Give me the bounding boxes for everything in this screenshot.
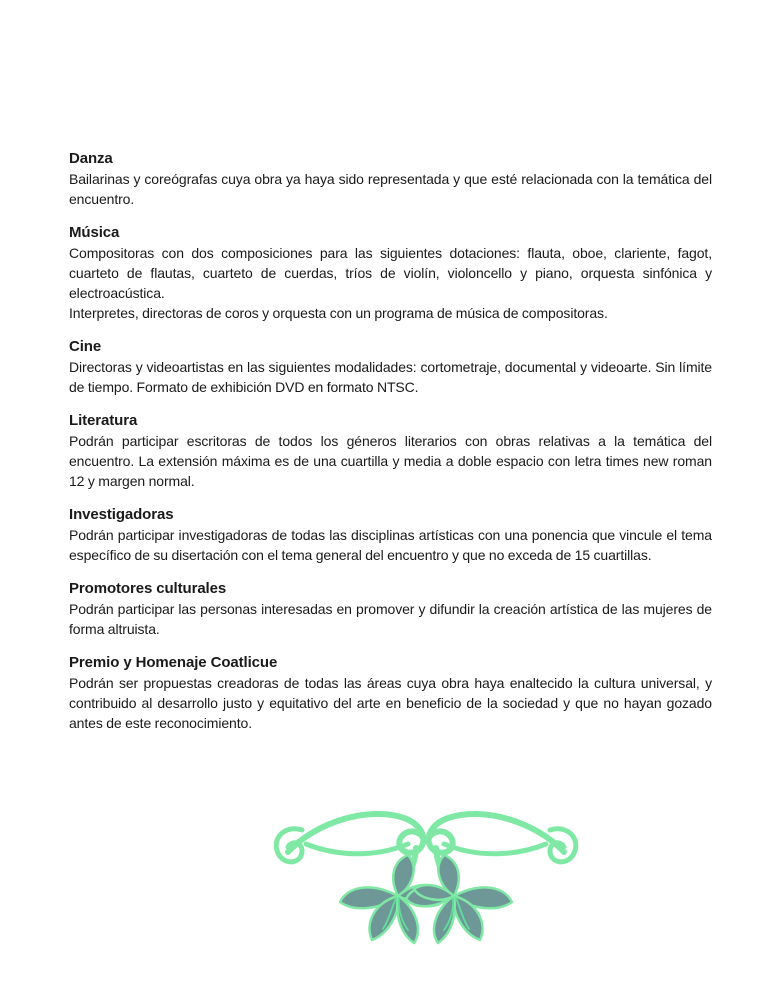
section-heading: Danza bbox=[69, 150, 113, 167]
section-heading: Música bbox=[69, 224, 120, 241]
section-literatura bbox=[69, 411, 712, 491]
section-heading: Literatura bbox=[69, 412, 138, 429]
floral-flourish-ornament-icon bbox=[266, 798, 586, 948]
section-heading: Cine bbox=[69, 338, 102, 355]
section-paragraph: Bailarinas y coreógrafas cuya obra ya haya sido representada y que esté relacionada con la temática del encuentro. bbox=[69, 171, 712, 207]
section-paragraph: Directoras y videoartistas en las siguientes modalidades: cortometraje, documental y videoarte. Sin límite de tiempo. Formato de exhibición DVD en formato NTSC. bbox=[69, 359, 712, 395]
section-cine bbox=[69, 337, 712, 397]
section-promotores-culturales bbox=[69, 579, 712, 639]
section-musica bbox=[69, 223, 712, 323]
section-heading: Premio y Homenaje Coatlicue bbox=[69, 654, 278, 671]
section-paragraph: Interpretes, directoras de coros y orquesta con un programa de música de compositoras. bbox=[69, 305, 608, 321]
section-paragraph: Podrán participar las personas interesadas en promover y difundir la creación artística de las mujeres de forma altruista. bbox=[69, 601, 712, 637]
section-heading: Promotores culturales bbox=[69, 580, 227, 597]
section-danza bbox=[69, 149, 712, 209]
section-premio-homenaje-coatlicue bbox=[69, 653, 712, 733]
document-body bbox=[69, 149, 712, 747]
section-paragraph: Podrán participar escritoras de todos los géneros literarios con obras relativas a la temática del encuentro. La extensión máxima es de una cuartilla y media a doble espacio con letra times new roman 12 y margen normal. bbox=[69, 433, 712, 489]
section-investigadoras bbox=[69, 505, 712, 565]
section-heading: Investigadoras bbox=[69, 506, 174, 523]
section-paragraph: Podrán participar investigadoras de todas las disciplinas artísticas con una ponencia que vincule el tema específico de su disertación con el tema general del encuentro y que no exceda de 15 cuartillas. bbox=[69, 527, 712, 563]
section-paragraph: Podrán ser propuestas creadoras de todas las áreas cuya obra haya enaltecido la cultura universal, y contribuido al desarrollo justo y equitativo del arte en beneficio de la sociedad y que no hayan gozado antes de este reconocimiento. bbox=[69, 675, 712, 731]
section-paragraph: Compositoras con dos composiciones para las siguientes dotaciones: flauta, oboe, clariente, fagot, cuarteto de flautas, cuarteto de cuerdas, tríos de violín, violoncello y piano, orquesta sinfónica y electroacústica. bbox=[69, 245, 712, 301]
